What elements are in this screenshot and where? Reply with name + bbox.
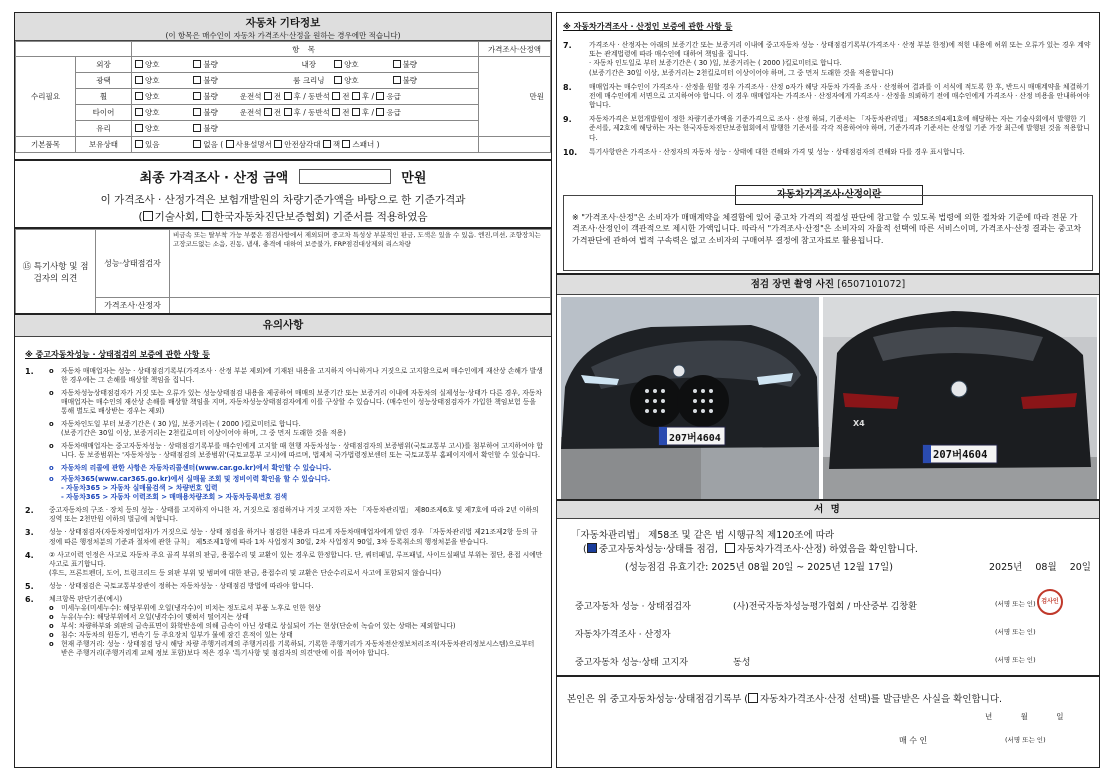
other-info-panel — [14, 12, 552, 160]
appraiser-opinion-field[interactable] — [170, 298, 551, 314]
note-1-2: 자동차성능상태점검자가 거짓 또는 오류가 있는 성능상태점검 내용을 제공하여 매매의 보증기간 또는 보증거리 이내에 자동차의 실제성능·상태가 다른 경우, 자동차매매업자는 매수인의 재산상 손해를 배상할 책임을 지며, 자동차성능상태점검자에게 이를 구상할 수 있습니다. (매수인이 성능상태점검자가 가입한 책임보험 등을 통해 별도로 배상받는 경우는 제외) — [61, 389, 542, 416]
final-price-title: 최종 가격조사 · 산정 금액 — [139, 171, 289, 186]
inspector-stamp: 검사인 — [1037, 589, 1063, 615]
signature-panel — [556, 500, 1100, 676]
gloss-good-checkbox[interactable] — [135, 76, 143, 84]
criteria-5: 현재 주행거리: 성능 · 상태점검 당시 해당 차량 주행거리계의 주행거리를 기록하되, 기록한 주행거리가 자동차전산정보처리조직(자동차관리정보시스템)으로부터 받은 주행거리(주행거리계 교체 정보 포함)보다 적은 경우 '특기사항 및 점검자의 의견'란에 이를 적어야 합니다. — [61, 639, 535, 657]
other-info-table: 항 목 가격조사·산정액 수리필요 외장 양호 불량 내장 양호 불량 만원 광택 양호 불량 룸 크리닝 양호 불량 휠 양호 불량 운전석 전 후 / 동반석 전 후 / 응급 타이어 양호 불량 운전석 전 후 / 동반석 전 후 / 응급 유리 양호 불량 기본품목 보유상태 있음 없음 ( 사용설명서 안전삼각대 잭 스패너 ) — [15, 41, 551, 153]
front-photo — [561, 297, 819, 499]
wheel-bad-checkbox[interactable] — [193, 92, 201, 100]
note-1-6a: - 자동차365 > 자동차 실매물검색 > 차량번호 입력 — [61, 484, 218, 493]
tire-driver-front-checkbox[interactable] — [264, 108, 272, 116]
signature-law: 「자동차관리법」 제58조 및 같은 법 시행규칙 제120조에 따라 — [571, 530, 835, 541]
final-price-line2: ( 기술사회, 한국자동차진단보증협회) 기준서를 적용하였음 — [138, 211, 428, 223]
repair-price-unit: 만원 — [479, 57, 551, 137]
note-1-3b: (보증기간은 30일 이상, 보증거리는 2천킬로미터 이상이어야 하며, 그 중 먼저 도래한 것을 적용) — [61, 429, 346, 438]
row-gloss: 광택 — [76, 73, 132, 89]
criteria-3: 부식: 차량하부와 외판의 금속표면이 화학반응에 의해 금속이 아닌 상태로 상실되어 가는 현상(단순히 녹슬어 있는 상태는 제외합니다) — [61, 621, 456, 630]
tire-bad-checkbox[interactable] — [193, 108, 201, 116]
row-glass: 유리 — [76, 121, 132, 137]
criteria-2: 누유(누수): 해당부위에서 오일(냉각수)이 맺혀서 떨어지는 상태 — [61, 612, 249, 621]
buyer-appraisal-checkbox[interactable] — [748, 693, 758, 703]
spanner-checkbox[interactable] — [342, 140, 350, 148]
note-6: 체크항목 판단기준(예시) — [49, 594, 123, 603]
buyer-confirm-panel — [556, 676, 1100, 768]
photos-header — [557, 275, 1099, 295]
note-1-6-car365: 자동차365(www.car365.go.kr)에서 실매물 조회 및 정비이력 확인을 할 수 있습니다. — [61, 475, 331, 484]
tire-emergency-checkbox[interactable] — [376, 108, 384, 116]
row-room-cleaning: 룸 크리닝 — [293, 76, 325, 85]
buyer-label: 매 수 인 — [899, 736, 928, 745]
rear-badge: X4 — [853, 419, 865, 428]
notes-body: 1. o 자동차 매매업자는 성능 · 상태점검기록부(가격조사 · 산정 부분 제외)에 기재된 내용을 고지하지 아니하거나 거짓으로 고지함으로써 매수인에게 재산상 손해가 발생한 경우에는 그 손해를 배상할 책임을 집니다. o 자동차성능상태점검자가 거짓 또는 오류가 있는 성능상태점검 내용을 제공하여 매매의 보증기간 또는 보증거리 이내에 자동차의 실제성능·상태가 다른 경우, 자동차매매업자는 매수인의 재산상 손해를 배상할 책임을 지며, 자동차성능상태점검자에게 이를 구상할 수 있습니다. (매수인이 성능상태점검자가 가입한 책임보험 등을 통해 별도로 배상받는 경우는 제외) o 자동차인도일 부터 보증기간은 ( 30 )일, 보증거리는 ( 2000 )킬로미터로 합니다. (보증기간은 30일 이상, 보증거리는 2천킬로미터 이상이어야 하며, 그 중 먼저 도래한 것을 적용) o 자동차매매업자는 중고자동차성능 · 상태점검기록부를 매수인에게 고지할 때 현행 자동차성능 · 상태점검자의 보증범위(국토교통부 고시)를 첨부하여 고지하여야 합니다. 동 보증범위는 '자동차성능 · 상태점검의 보증범위'(국토교통부 고시)에 따르며, 법제처 국가법령정보센터 또는 국토교통부 홈페이지에서 확인할 수 있습니다. o 자동차의 리콜에 관한 사항은 자동차리콜센터(www.car.go.kr)에서 확인할 수 있습니다. o 자동차365(www.car365.go.kr)에서 실매물 조회 및 정비이력 확인을 할 수 있습니다. - 자동차365 > 자동차 실매물검색 > 차량번호 입력 - 자동차365 > 자동차 이력조회 > 매매용차량조회 > 자동차등록번호 검색 2. 중고자동차의 구조 · 장치 등의 성능 · 상태를 고지하지 아니한 자, 거짓으로 점검하거나 거짓 고지한 자는 「자동차관리법」 제80조제6호 및 제7호에 따라 2년 이하의 징역 또는 2천만원 이하의 벌금에 처합니다. 3. 성능 · 상태점검자(자동차정비업자)가 거짓으로 성능 · 상태 점검을 하거나 점검한 내용과 다르게 자동차매매업자에게 알린 경우 「자동차관리법 제21조제2항 등의 규정에 따른 행정처분의 기준과 절차에 관한 규칙」 제5조제1항에 따라 1차 사업정지 30일, 2차 사업정지 90일, 3차 등록취소의 행정처분을 받습니다. 4. ② 사고이력 인정은 사고로 자동차 주요 골격 부위의 판금, 용접수리 및 교환이 있는 경우로 한정합니다. 단, 쿼터패널, 루프패널, 사이드실패널 부위는 절단, 용접 시에만 사고로 표기합니다. (후드, 프론트펜더, 도어, 트렁크리드 등 외판 부위 및 범퍼에 대한 판금, 용접수리 및 교환은 단순수리로서 사고에 포함되지 않습니다) 5. 성능 · 상태점검은 국토교통부장관이 정하는 자동차성능 · 상태점검 방법에 따라야 합니다. 6. 체크항목 판단기준(예시) o 미세누유(미세누수): 해당부위에 오일(냉각수)이 비치는 정도로서 부품 노후로 인한 현상 o 누유(누수): 해당부위에서 오일(냉각수)이 맺혀서 떨어지는 상태 o 부식: 차량하부와 외판의 금속표면이 화학반응에 의해 금속이 아닌 상태로 상실되어 가는 현상(단순히 녹슬어 있는 상태는 제외합니다) o 침수: 자동차의 원동기, 변속기 등 주요장치 일부가 물에 잠긴 흔적이 있는 상태 o 현재 주행거리: 성능 · 상태점검 당시 해당 차량 주행거리계의 주행거리를 기록하되, 기록한 주행거리가 자동차전산정보처리조직(자동차관리정보시스템)으로부터 받은 주행거리(주행거리계 교체 정보 포함)보다 적은 경우 '특기사항 및 점검자의 의견'란에 이를 적어야 합니다. — [25, 367, 543, 657]
manual-checkbox[interactable] — [226, 140, 234, 148]
repair-needed-label: 수리필요 — [16, 57, 76, 137]
guarantee-7b: · 자동차 인도일로 부터 보증기간은 ( 30 )일, 보증거리는 ( 2000 )킬로미터로 합니다. — [589, 59, 842, 68]
photos-id: [6507101072] — [837, 279, 906, 290]
tire-good-checkbox[interactable] — [135, 108, 143, 116]
guarantee-9: 자동차가격은 보험개발원이 정한 차량기준가액을 기준가격으로 조사 · 산정 하되, 기준서는 「자동차관리법」 제58조의4제1호에 해당하는 자는 기술사회에서 발행한 기준서를, 제2호에 해당하는 자는 한국자동차진단보증협회에서 발행한 기준서를 각각 적용하여야 하며, 기준가격과 기준서는 산정일 기준 가장 최근에 발행된 것을 적용합니다. — [589, 115, 1090, 142]
inspector-label: 성능·상태점검자 — [96, 230, 170, 298]
row-exterior: 외장 — [76, 57, 132, 73]
inspector-sign-label: 중고자동차 성능 · 상태점검자 — [575, 602, 691, 612]
holding-no-checkbox[interactable] — [193, 140, 201, 148]
inspector-sign-value: (사)전국자동차성능평가협회 / 마산중부 김창환 — [733, 602, 917, 612]
front-car-image — [561, 297, 819, 499]
exterior-bad-checkbox[interactable] — [193, 60, 201, 68]
validity-period: (성능점검 유효기간: 2025년 08월 20일 ~ 2025년 12월 17일) — [625, 562, 893, 573]
guarantee-section-title: ※ 자동차가격조사 · 산정인 보증에 관한 사항 등 — [563, 22, 733, 31]
photos-panel — [556, 274, 1100, 500]
buyer-confirm-text: 본인은 위 중고자동차성능·상태점검기록부 ( 자동차가격조사·산정 선택)를 발급받은 사실을 확인합니다. — [567, 694, 1003, 705]
tire-pass-rear-checkbox[interactable] — [352, 108, 360, 116]
final-price-line1: 이 가격조사 · 산정가격은 보험개발원의 차량기준가액을 바탕으로 한 기준가격과 — [100, 194, 466, 206]
exterior-good-checkbox[interactable] — [135, 60, 143, 68]
guarantee-10: 특기사항란은 가격조사 · 산정자의 자동차 성능 · 상태에 대한 견해와 가격 및 성능 · 상태점검자의 견해와 다를 경우 표시합니다. — [589, 147, 965, 156]
note-1-4: 자동차매매업자는 중고자동차성능 · 상태점검기록부를 매수인에게 고지할 때 현행 자동차성능 · 상태점검자의 보증범위(국토교통부 고시)를 첨부하여 고지하여야 합니다. 동 보증범위는 '자동차성능 · 상태점검의 보증범위'(국토교통부 고시)에 따르며, 법제처 국가법령정보센터 또는 국토교통부 홈페이지에서 확인할 수 있습니다. — [61, 442, 543, 460]
note-5: 성능 · 상태점검은 국토교통부장관이 정하는 자동차성능 · 상태점검 방법에 따라야 합니다. — [49, 581, 314, 590]
inspector-sign-seal: (서명 또는 인) — [995, 600, 1036, 608]
row-interior: 내장 — [301, 60, 317, 69]
appraiser-sign-label: 자동차가격조사 · 산정자 — [575, 630, 671, 640]
opinion-label: ⑮ 특기사항 및 점검자의 의견 — [16, 230, 96, 314]
front-plate: 207버4604 — [669, 433, 721, 444]
opinion-panel — [14, 228, 552, 314]
glass-bad-checkbox[interactable] — [193, 124, 201, 132]
notifier-sign-label: 중고자동차 성능·상태 고지자 — [575, 658, 688, 668]
wheel-driver-rear-checkbox[interactable] — [284, 92, 292, 100]
notes-section-title: ※ 중고자동차성능 · 상태점검의 보증에 관한 사항 등 — [25, 350, 210, 359]
final-price-panel — [14, 160, 552, 228]
glass-good-checkbox[interactable] — [135, 124, 143, 132]
rear-plate: 207버4604 — [933, 449, 988, 461]
row-tire: 타이어 — [76, 105, 132, 121]
guarantee-8: 매매업자는 매수인이 가격조사 · 산정을 원할 경우 가격조사 · 산정 o자가 해당 자동차 가격을 조사 · 산정하여 결과를 이 서식에 적도록 한 후, 반드시 매매계약을 체결하기 전에 매수인에게 서면으로 고지하여야 합니다. 이 경우 매매업자는 가격조사 · 산정자에게 가격조사 · 산정을 의뢰하기 전에 매수인에게 가격조사 · 산정 비용을 안내하여야 합니다. — [589, 82, 1090, 110]
appraiser-label: 가격조사·산정자 — [96, 298, 170, 314]
wheel-pass-front-checkbox[interactable] — [332, 92, 340, 100]
notes-panel — [14, 314, 552, 768]
other-info-subtitle: (이 항목은 매수인이 자동차 가격조사·산정을 원하는 경우에만 적습니다) — [165, 31, 401, 40]
wheel-pass-rear-checkbox[interactable] — [352, 92, 360, 100]
photos-title: 점검 장면 촬영 사진 — [750, 279, 835, 290]
tire-driver-rear-checkbox[interactable] — [284, 108, 292, 116]
note-2: 중고자동차의 구조 · 장치 등의 성능 · 상태를 고지하지 아니한 자, 거짓으로 점검하거나 거짓 고지한 자는 「자동차관리법」 제80조제6호 및 제7호에 따라 2년 이하의 징역 또는 2천만원 이하의 벌금에 처합니다. — [49, 506, 539, 524]
exterior-options: 양호 불량 내장 양호 불량 — [132, 57, 479, 73]
holding-yes-checkbox[interactable] — [135, 140, 143, 148]
jack-checkbox[interactable] — [323, 140, 331, 148]
note-4b: (후드, 프론트펜더, 도어, 트렁크리드 등 외판 부위 및 범퍼에 대한 판금, 용접수리 및 교환은 단순수리로서 사고에 포함되지 않습니다) — [49, 568, 442, 577]
rear-photo — [823, 297, 1097, 499]
notifier-sign-seal: (서명 또는 인) — [995, 656, 1036, 664]
tech-society-checkbox[interactable] — [143, 211, 153, 221]
row-holding: 보유상태 — [76, 137, 132, 153]
notifier-sign-value: 동성 — [733, 658, 751, 668]
rear-car-image — [823, 297, 1097, 499]
appraisal-check-checkbox[interactable] — [725, 543, 735, 553]
wheel-emergency-checkbox[interactable] — [376, 92, 384, 100]
final-price-unit: 만원 — [401, 171, 427, 186]
other-info-header — [15, 13, 551, 41]
tire-pass-front-checkbox[interactable] — [332, 108, 340, 116]
note-1-6b: - 자동차365 > 자동차 이력조회 > 매매용차량조회 > 자동차등록번호 검색 — [61, 493, 288, 502]
definition-text: ※ "가격조사·산정"은 소비자가 매매계약을 체결함에 있어 중고차 가격의 적절성 판단에 참고할 수 있도록 법령에 의한 절차와 기준에 따라 전문 가격조사·산정인이 객관적으로 제시한 가액입니다. 따라서 "가격조사·산정"은 소비자의 자율적 선택에 따른 서비스이며, 가격조사·산정 결과는 중고차 가격판단에 관하여 법적 구속력은 없고 소비자의 구매여부 결정에 참고자료로 활용됩니다. — [572, 213, 1082, 245]
appraiser-sign-seal: (서명 또는 인) — [995, 628, 1036, 636]
kadia-checkbox[interactable] — [202, 211, 212, 221]
note-1-3: 자동차인도일 부터 보증기간은 ( 30 )일, 보증거리는 ( 2000 )킬로미터로 합니다. — [61, 420, 301, 429]
item-header: 항 목 — [132, 42, 479, 57]
criteria-4: 침수: 자동차의 원동기, 변속기 등 주요장치 일부가 물에 잠긴 흔적이 있는 상태 — [61, 630, 293, 639]
signature-check-row: ( 중고자동차성능·상태를 점검, 자동차가격조사·산정) 하였음을 확인합니다. — [583, 544, 918, 555]
definition-box-title: 자동차가격조사·산정이란 — [735, 185, 923, 205]
signature-title: 서 명 — [557, 501, 1099, 519]
signature-date: 2025년 08월 20일 — [989, 562, 1091, 573]
buyer-date: 년 월 일 — [985, 712, 1064, 721]
definition-box — [563, 195, 1093, 271]
wheel-good-checkbox[interactable] — [135, 92, 143, 100]
triangle-checkbox[interactable] — [274, 140, 282, 148]
final-price-box[interactable] — [299, 169, 391, 184]
guarantee-7c: (보증기간은 30일 이상, 보증거리는 2천킬로미터 이상이어야 하며, 그 중 먼저 도래한 것을 적용합니다) — [589, 68, 894, 77]
cleaning-bad-checkbox[interactable] — [393, 76, 401, 84]
performance-check-checkbox[interactable] — [587, 543, 597, 553]
note-1-1: 자동차 매매업자는 성능 · 상태점검기록부(가격조사 · 산정 부분 제외)에 기재된 내용을 고지하지 아니하거나 거짓으로 고지함으로써 매수인에게 재산상 손해가 발생한 경우에는 그 손해를 배상할 책임을 집니다. — [61, 367, 543, 385]
guarantee-panel — [556, 12, 1100, 274]
notes-title: 유의사항 — [15, 315, 551, 337]
interior-bad-checkbox[interactable] — [393, 60, 401, 68]
wheel-driver-front-checkbox[interactable] — [264, 92, 272, 100]
note-1-5-recall: 자동차의 리콜에 관한 사항은 자동차리콜센터(www.car.go.kr)에서 확인할 수 있습니다. — [61, 464, 332, 473]
gloss-bad-checkbox[interactable] — [193, 76, 201, 84]
cleaning-good-checkbox[interactable] — [334, 76, 342, 84]
other-info-title: 자동차 기타정보 — [245, 17, 321, 29]
inspector-opinion-text: 비금속 또는 탈부착 가능 부품은 점검사항에서 제외되며 중고차 특성상 부분적인 판금, 도색은 있을 수 있음. 엔진,미션, 조향장치는 고장코드없는 소음, 진동, 냄새, 충격에 대하여 보증불가, FRP점검대상제외 리스차량 — [170, 230, 551, 298]
basic-items-label: 기본품목 — [16, 137, 76, 153]
criteria-1: 미세누유(미세누수): 해당부위에 오일(냉각수)이 비치는 정도로서 부품 노후로 인한 현상 — [61, 603, 321, 612]
interior-good-checkbox[interactable] — [334, 60, 342, 68]
row-wheel: 휠 — [76, 89, 132, 105]
final-price-row — [15, 167, 551, 186]
note-3: 성능 · 상태점검자(자동차정비업자)가 거짓으로 성능 · 상태 점검을 하거나 점검한 내용과 다르게 자동차매매업자에게 알린 경우 「자동차관리법 제21조제2항 등의 규정에 따른 행정처분의 기준과 절차에 관한 규칙」 제5조제1항에 따라 1차 사업정지 30일, 2차 사업정지 90일, 3차 등록취소의 행정처분을 받습니다. — [49, 528, 538, 546]
price-header: 가격조사·산정액 — [479, 42, 551, 57]
note-4a: ② 사고이력 인정은 사고로 자동차 주요 골격 부위의 판금, 용접수리 및 교환이 있는 경우로 한정합니다. 단, 쿼터패널, 루프패널, 사이드실패널 부위는 절단, 용접 시에만 사고로 표기합니다. — [49, 550, 543, 568]
guarantee-body: 7. 가격조사 · 산정자는 아래의 보증기간 또는 보증거리 이내에 중고자동차 성능 · 상태점검기록부(가격조사 · 산정 부분 한정)에 적힌 내용에 허위 또는 오류가 있는 경우 계약 또는 관계법령에 따라 매수인에 대하여 책임을 집니다. · 자동차 인도일로 부터 보증기간은 ( 30 )일, 보증거리는 ( 2000 )킬로미터로 합니다. (보증기간은 30일 이상, 보증거리는 2천킬로미터 이상이어야 하며, 그 중 먼저 도래한 것을 적용합니다) 8. 매매업자는 매수인이 가격조사 · 산정을 원할 경우 가격조사 · 산정 o자가 해당 자동차 가격을 조사 · 산정하여 결과를 이 서식에 적도록 한 후, 반드시 매매계약을 체결하기 전에 매수인에게 서면으로 고지하여야 합니다. 이 경우 매매업자는 가격조사 · 산정자에게 가격조사 · 산정을 의뢰하기 전에 매수인에게 가격조사 · 산정 비용을 안내하여야 합니다. 9. 자동차가격은 보험개발원이 정한 차량기준가액을 기준가격으로 조사 · 산정 하되, 기준서는 「자동차관리법」 제58조의4제1호에 해당하는 자는 기술사회에서 발행한 기준서를, 제2호에 해당하는 자는 한국자동차진단보증협회에서 발행한 기준서를 각각 적용하여야 하며, 기준가격과 기준서는 산정일 기준 가장 최근에 발행된 것을 적용합니다. 10. 특기사항란은 가격조사 · 산정자의 자동차 성능 · 상태에 대한 견해와 가격 및 성능 · 상태점검자의 견해와 다를 경우 표시합니다. — [563, 41, 1091, 157]
buyer-sign-seal: (서명 또는 인) — [1005, 736, 1046, 744]
guarantee-7a: 가격조사 · 산정자는 아래의 보증기간 또는 보증거리 이내에 중고자동차 성능 · 상태점검기록부(가격조사 · 산정 부분 한정)에 적힌 내용에 허위 또는 오류가 있는 경우 계약 또는 관계법령에 따라 매수인에 대하여 책임을 집니다. — [589, 41, 1091, 59]
